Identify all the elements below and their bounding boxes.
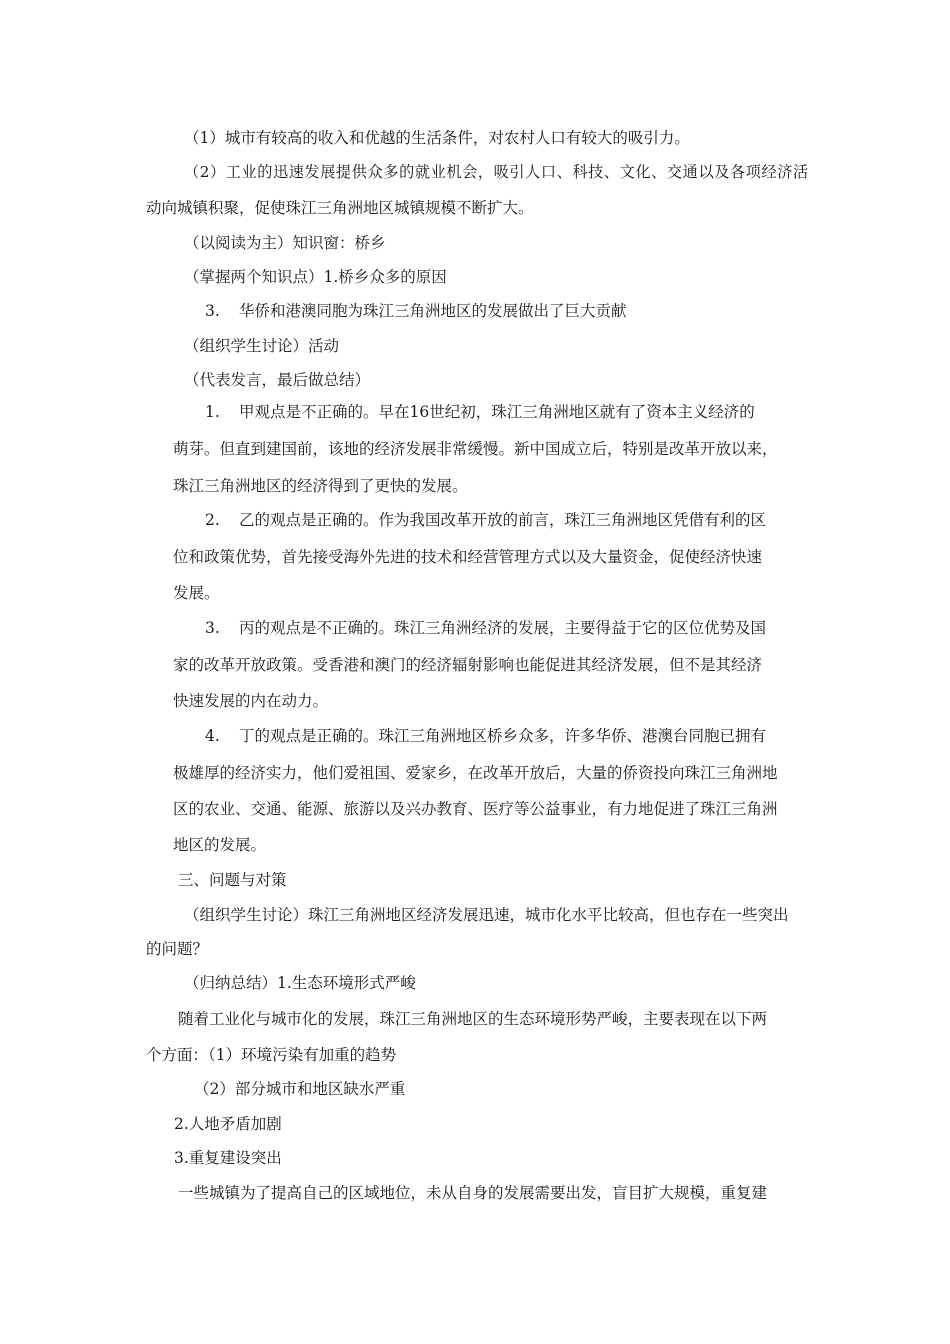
item-text: 丁的观点是正确的。珠江三角洲地区桥乡众多，许多华侨、港澳台同胞已拥有 xyxy=(239,727,767,745)
item-number: 3. xyxy=(205,619,220,637)
item-text: 丙的观点是不正确的。珠江三角洲经济的发展，主要得益于它的区位优势及国 xyxy=(239,619,767,637)
summary-point-2: 2.人地矛盾加剧 xyxy=(174,1115,282,1133)
item-text: 甲观点是不正确的。早在16世纪初，珠江三角洲地区就有了资本主义经济的 xyxy=(239,403,755,421)
list-item-3-line3: 快速发展的内在动力。 xyxy=(173,692,329,710)
item-number: 1. xyxy=(205,403,220,421)
section-heading: 三、问题与对策 xyxy=(178,871,287,889)
question-line2: 的问题？ xyxy=(146,940,209,958)
list-item-3-line1 xyxy=(205,617,766,639)
question-line1: （组织学生讨论）珠江三角洲地区经济发展迅速，城市化水平比较高，但也存在一些突出 xyxy=(184,906,789,924)
paragraph-ecology-line2: 个方面：（1）环境污染有加重的趋势 xyxy=(146,1046,397,1064)
list-item-4-line4: 地区的发展。 xyxy=(173,836,267,854)
list-item-4-line1 xyxy=(205,725,766,747)
summary-point-1: （归纳总结）1.生态环境形式严峻 xyxy=(184,974,416,992)
paragraph-key-points: （掌握两个知识点）1.桥乡众多的原因 xyxy=(184,268,447,286)
list-item-2-line3: 发展。 xyxy=(173,584,220,602)
summary-point-3: 3.重复建设突出 xyxy=(174,1149,282,1167)
list-item-2-line1 xyxy=(205,509,766,531)
list-item-2-line2: 位和政策优势，首先接受海外先进的技术和经营管理方式以及大量资金，促使经济快速 xyxy=(173,548,763,566)
list-item-4-line2: 极雄厚的经济实力，他们爱祖国、爱家乡，在改革开放后，大量的侨资投向珠江三角洲地 xyxy=(173,764,778,782)
list-item-1-line1 xyxy=(205,401,755,423)
paragraph-summary-note: （代表发言，最后做总结） xyxy=(184,371,371,389)
paragraph-contribution xyxy=(205,300,627,322)
paragraph-reason-1: （1）城市有较高的收入和优越的生活条件，对农村人口有较大的吸引力。 xyxy=(184,129,690,147)
paragraph-duplicate-construction: 一些城镇为了提高自己的区域地位，未从自身的发展需要出发，盲目扩大规模，重复建 xyxy=(178,1184,768,1202)
list-item-1-line3: 珠江三角洲地区的经济得到了更快的发展。 xyxy=(173,477,468,495)
list-item-1-line2: 萌芽。但直到建国前，该地的经济发展非常缓慢。新中国成立后，特别是改革开放以来， xyxy=(173,440,778,458)
item-number: 4. xyxy=(205,727,220,745)
paragraph-reason-2-line2: 动向城镇积聚，促使珠江三角洲地区城镇规模不断扩大。 xyxy=(146,199,534,217)
list-item-4-line3: 区的农业、交通、能源、旅游以及兴办教育、医疗等公益事业，有力地促进了珠江三角洲 xyxy=(173,800,778,818)
list-item-3-line2: 家的改革开放政策。受香港和澳门的经济辐射影响也能促进其经济发展，但不是其经济 xyxy=(173,656,763,674)
paragraph-reason-2-line1: （2）工业的迅速发展提供众多的就业机会，吸引人口、科技、文化、交通以及各项经济活 xyxy=(184,163,809,181)
paragraph-water-shortage: （2）部分城市和地区缺水严重 xyxy=(194,1080,406,1098)
item-number: 3. xyxy=(205,302,220,320)
paragraph-activity: （组织学生讨论）活动 xyxy=(184,337,340,355)
item-text: 乙的观点是正确的。作为我国改革开放的前言，珠江三角洲地区凭借有利的区 xyxy=(239,511,767,529)
paragraph-ecology-line1: 随着工业化与城市化的发展，珠江三角洲地区的生态环境形势严峻，主要表现在以下两 xyxy=(178,1010,768,1028)
item-text: 华侨和港澳同胞为珠江三角洲地区的发展做出了巨大贡献 xyxy=(239,302,627,320)
paragraph-knowledge-window: （以阅读为主）知识窗：桥乡 xyxy=(184,234,386,252)
item-number: 2. xyxy=(205,511,220,529)
